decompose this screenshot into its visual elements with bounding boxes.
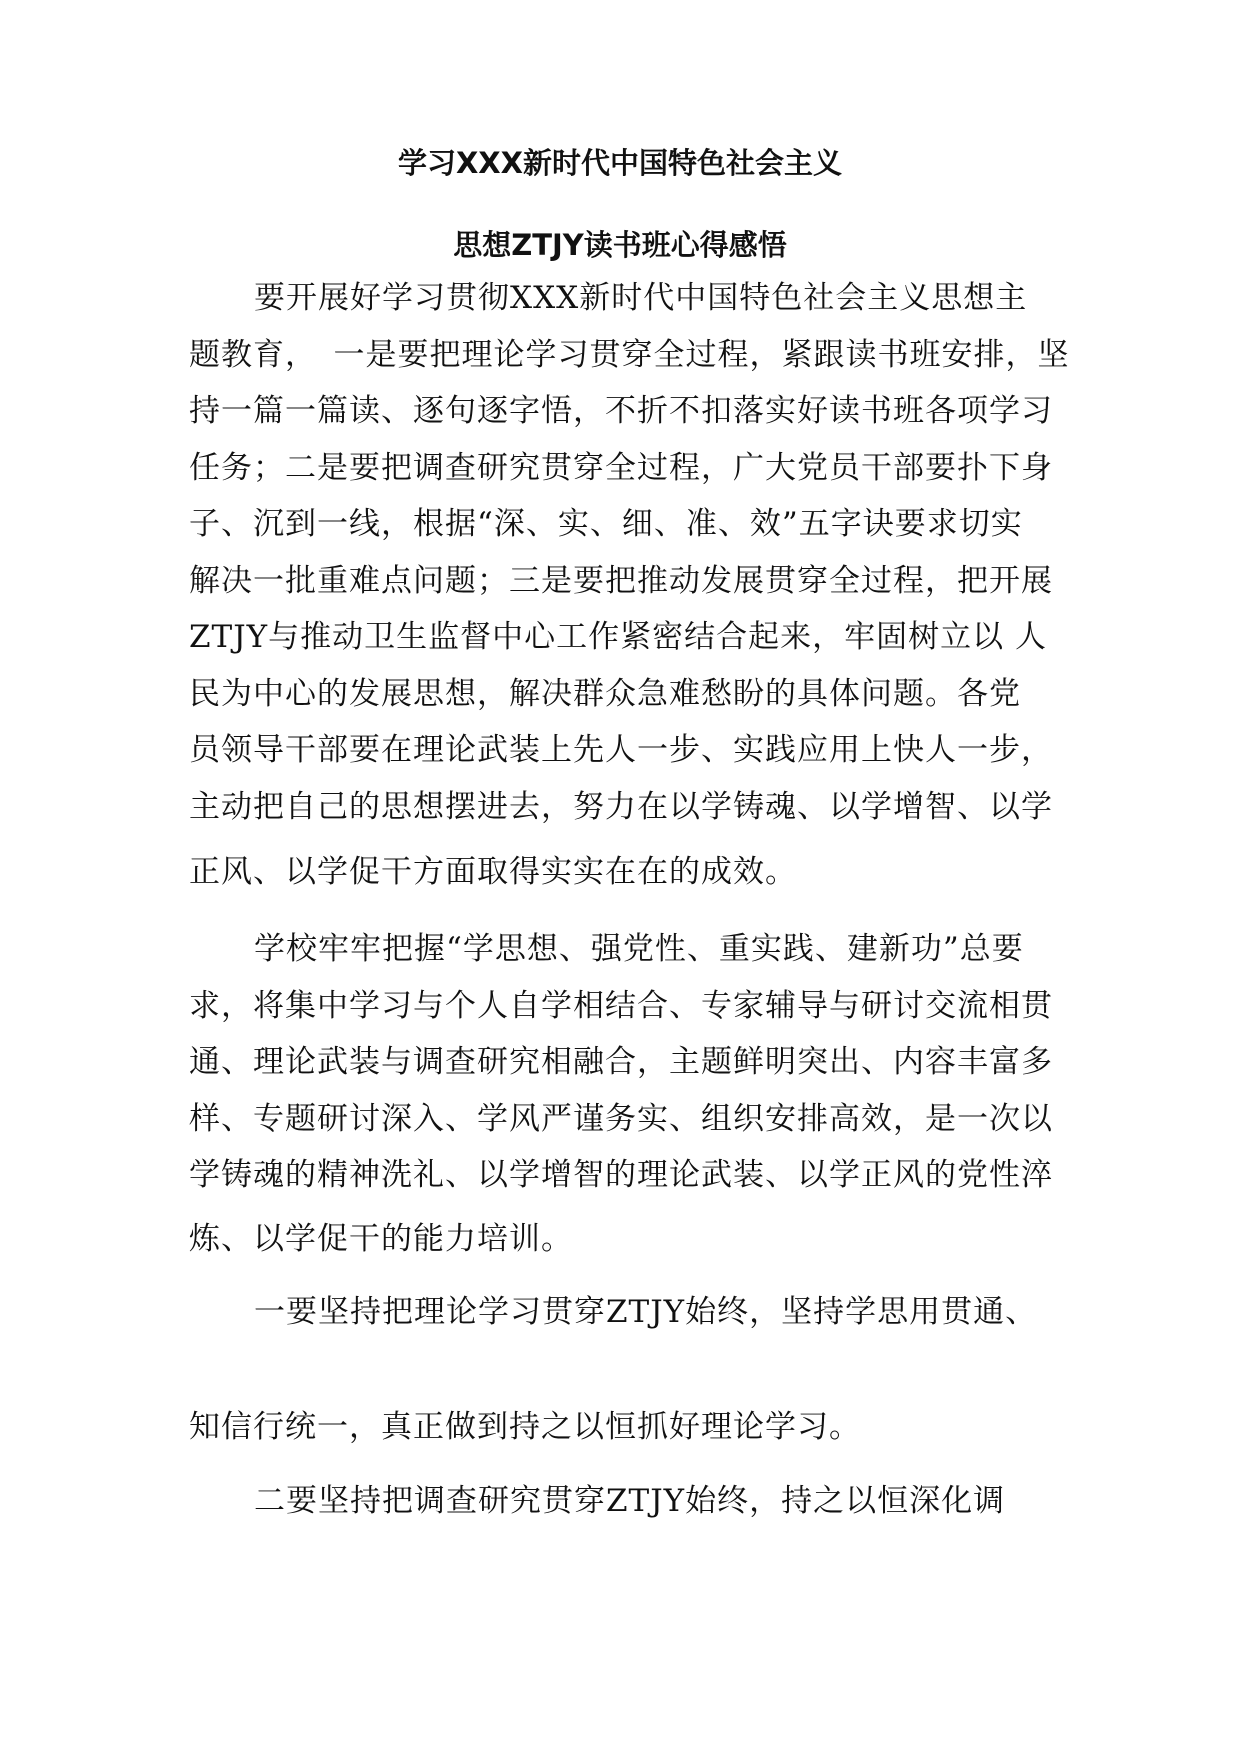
paragraph-line: 要开展好学习贯彻XXX新时代中国特色社会主义思想主 (254, 280, 1028, 316)
paragraph-line: 题教育， 一是要把理论学习贯穿全过程，紧跟读书班安排，坚 (189, 337, 1070, 373)
paragraph-line: 主动把自己的思想摆进去，努力在以学铸魂、以学增智、以学 (189, 789, 1053, 825)
paragraph-line: 学铸魂的精神洗礼、以学增智的理论武装、以学正风的党性淬 (189, 1157, 1053, 1193)
paragraph-line: 样、专题研讨深入、学风严谨务实、组织安排高效，是一次以 (189, 1101, 1053, 1137)
paragraph-line: 子、沉到一线，根据“深、实、细、准、效”五字诀要求切实 (189, 506, 1023, 542)
paragraph-line: 一要坚持把理论学习贯穿ZTJY始终，坚持学思用贯通、 (254, 1294, 1038, 1330)
paragraph-line: 二要坚持把调查研究贯穿ZTJY始终，持之以恒深化调 (254, 1483, 1006, 1519)
paragraph-line: 正风、以学促干方面取得实实在在的成效。 (189, 854, 797, 890)
document-title-line-2: 思想ZTJY读书班心得感悟 (453, 228, 787, 262)
paragraph-line: 求，将集中学习与个人自学相结合、专家辅导与研讨交流相贯 (189, 988, 1053, 1024)
paragraph-line: 解决一批重难点问题；三是要把推动发展贯穿全过程，把开展 (189, 563, 1053, 599)
paragraph-line: 知信行统一，真正做到持之以恒抓好理论学习。 (189, 1409, 861, 1445)
paragraph-line: 通、理论武装与调查研究相融合，主题鲜明突出、内容丰富多 (189, 1044, 1053, 1080)
document-title-line-1: 学习XXX新时代中国特色社会主义 (397, 146, 843, 180)
paragraph-line: 学校牢牢把握“学思想、强党性、重实践、建新功”总要 (254, 931, 1024, 967)
paragraph-line: 任务；二是要把调查研究贯穿全过程，广大党员干部要扑下身 (189, 450, 1053, 486)
paragraph-line: 民为中心的发展思想，解决群众急难愁盼的具体问题。各党 (189, 676, 1021, 712)
paragraph-line: 炼、以学促干的能力培训。 (189, 1221, 573, 1257)
paragraph-line: 员领导干部要在理论武装上先人一步、实践应用上快人一步， (189, 732, 1053, 768)
paragraph-line: ZTJY与推动卫生监督中心工作紧密结合起来，牢固树立以 人 (189, 619, 1047, 655)
paragraph-line: 持一篇一篇读、逐句逐字悟，不折不扣落实好读书班各项学习 (189, 393, 1053, 429)
